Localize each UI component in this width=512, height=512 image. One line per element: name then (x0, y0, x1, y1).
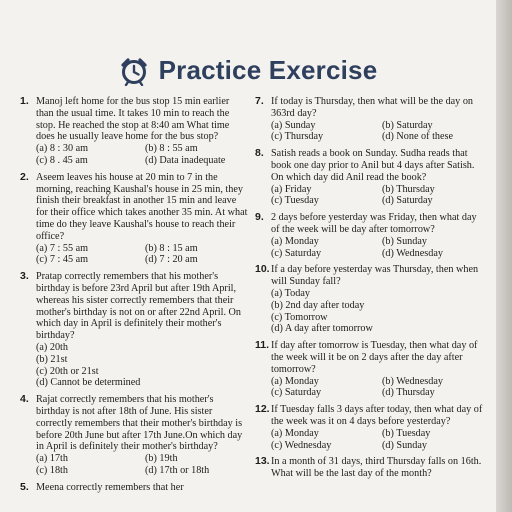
answer-option: (a) Monday (271, 375, 319, 387)
question-item (255, 340, 487, 399)
answer-option: (b) Thursday (382, 183, 435, 195)
question-number: 4. (20, 393, 29, 406)
question-text: Satish reads a book on Sunday. Sudha reads that book one day prior to Anil but 4 days after Satish. On which day did Anil read the book? (271, 148, 475, 183)
question-number: 9. (255, 211, 264, 224)
answer-options (271, 428, 487, 452)
answer-option: (d) Sunday (382, 439, 427, 451)
question-text: Aseem leaves his house at 20 min to 7 in the morning, reaching Kaushal's house in 25 min, they finish their breakfast in another 15 min and leave for their office which takes another 35 min. At what time do they leave Kaushal's house to reach their office? (36, 171, 248, 242)
answer-option: (d) Cannot be determined (36, 377, 141, 389)
left-question-column (20, 96, 248, 499)
answer-options (271, 120, 487, 144)
answer-options (271, 376, 487, 400)
answer-option: (a) Friday (271, 183, 312, 195)
question-item (20, 482, 248, 494)
question-item (255, 148, 487, 207)
answer-option: (b) 8 : 15 am (145, 242, 198, 254)
question-number: 1. (20, 95, 29, 107)
answer-option: (c) Wednesday (271, 439, 332, 451)
answer-option: (a) 20th (36, 341, 68, 353)
answer-option: (d) A day after tomorrow (271, 323, 373, 335)
question-body (271, 340, 487, 399)
question-body (36, 482, 248, 494)
answer-option: (a) 8 : 30 am (36, 143, 89, 155)
answer-option: (b) Sunday (382, 235, 427, 247)
question-item (20, 96, 248, 167)
question-number: 8. (255, 147, 264, 160)
question-text: Manoj left home for the bus stop 15 min earlier than the usual time. It takes 10 min to reach the stop. He reached the stop at 8:40 am What time does he usually leave home for the bus stop? (36, 96, 230, 143)
answer-options (271, 236, 487, 260)
question-item (255, 264, 487, 335)
question-body (271, 96, 487, 143)
page-binding-shadow (496, 0, 512, 512)
question-body (271, 148, 487, 207)
question-number: 13. (255, 455, 270, 468)
answer-option: (d) Thursday (382, 387, 435, 399)
answer-option: (c) 7 : 45 am (36, 254, 89, 266)
answer-options (271, 184, 487, 208)
question-text: Rajat correctly remembers that his mother's birthday is not after 18th of June. His sister correctly remembers that their mother's birthday is before 20th June but after 17th June.On which day in April is definitely their mother's birthday? (36, 394, 243, 453)
question-item (255, 404, 487, 451)
answer-option: (c) Saturday (271, 387, 322, 399)
question-text: If Tuesday falls 3 days after today, then what day of the week was it on 4 days before yesterday? (271, 404, 483, 427)
question-text: Pratap correctly remembers that his mother's birthday is before 23rd April but after 19th April, whereas his sister correctly remembers that their mother's birthday is not on or after 22nd April. On which day in April is definitely their mother's birthday? (36, 271, 241, 342)
answer-option: (c) Thursday (271, 131, 324, 143)
question-body (271, 264, 487, 335)
question-body (271, 456, 487, 480)
answer-option: (b) 19th (145, 453, 178, 465)
answer-option: (b) Wednesday (382, 375, 443, 387)
answer-option: (c) Tomorrow (271, 311, 328, 323)
answer-option: (d) Data inadequate (145, 154, 226, 166)
answer-option: (c) Saturday (271, 247, 322, 259)
answer-options (36, 143, 248, 167)
question-number: 3. (20, 270, 29, 283)
question-number: 12. (255, 403, 270, 416)
answer-option: (a) 7 : 55 am (36, 242, 89, 254)
answer-option: (a) Monday (271, 427, 319, 439)
answer-option: (a) Today (271, 287, 310, 299)
answer-option: (d) Wednesday (382, 247, 443, 259)
page-title: Practice Exercise (158, 55, 378, 85)
answer-options (36, 243, 248, 267)
answer-option: (d) 17th or 18th (145, 464, 210, 476)
question-item (20, 394, 248, 477)
question-number: 11. (255, 339, 270, 352)
question-body (36, 172, 248, 266)
question-number: 7. (255, 95, 264, 107)
question-text: In a month of 31 days, third Thursday falls on 16th. What will be the last day of the month? (271, 456, 482, 480)
answer-option: (b) Tuesday (382, 427, 431, 439)
question-number: 10. (255, 263, 270, 276)
question-text: If today is Thursday, then what will be the day on 363rd day? (271, 96, 474, 119)
question-text: If a day before yesterday was Thursday, then when will Sunday fall? (271, 264, 479, 288)
answer-option: (c) 20th or 21st (36, 365, 99, 377)
question-item (20, 172, 248, 266)
answer-option: (d) 7 : 20 am (145, 254, 198, 266)
answer-options (36, 342, 248, 389)
answer-option: (c) 18th (36, 464, 68, 476)
question-text: If day after tomorrow is Tuesday, then what day of the week will it be on 2 days after the day after tomorrow? (271, 340, 478, 375)
answer-option: (a) Monday (271, 235, 319, 247)
answer-option: (b) 2nd day after today (271, 299, 365, 311)
answer-option: (d) None of these (382, 131, 454, 143)
question-number: 5. (20, 480, 29, 493)
right-question-column (255, 96, 487, 485)
answer-option: (c) Tuesday (271, 195, 319, 207)
answer-option: (b) 21st (36, 353, 68, 365)
question-item (20, 271, 248, 389)
question-body (36, 394, 248, 477)
answer-options (271, 288, 487, 335)
question-body (36, 271, 248, 389)
answer-option: (a) Sunday (271, 119, 316, 131)
question-body (271, 404, 487, 451)
question-item (255, 212, 487, 259)
question-text: Meena correctly remembers that her (36, 481, 184, 493)
answer-option: (a) 17th (36, 453, 68, 465)
answer-option: (b) 8 : 55 am (145, 143, 198, 155)
answer-options (36, 453, 248, 477)
question-body (271, 212, 487, 259)
question-body (36, 96, 248, 167)
question-text: 2 days before yesterday was Friday, then what day of the week will be day after tomorrow? (271, 212, 477, 235)
title-row (0, 55, 496, 91)
answer-option: (c) 8 . 45 am (36, 154, 88, 166)
answer-option: (d) Saturday (382, 195, 433, 207)
alarm-clock-icon (119, 56, 149, 86)
question-number: 2. (20, 170, 29, 183)
answer-option: (b) Saturday (382, 119, 433, 131)
question-item (255, 96, 487, 143)
question-item (255, 456, 487, 480)
